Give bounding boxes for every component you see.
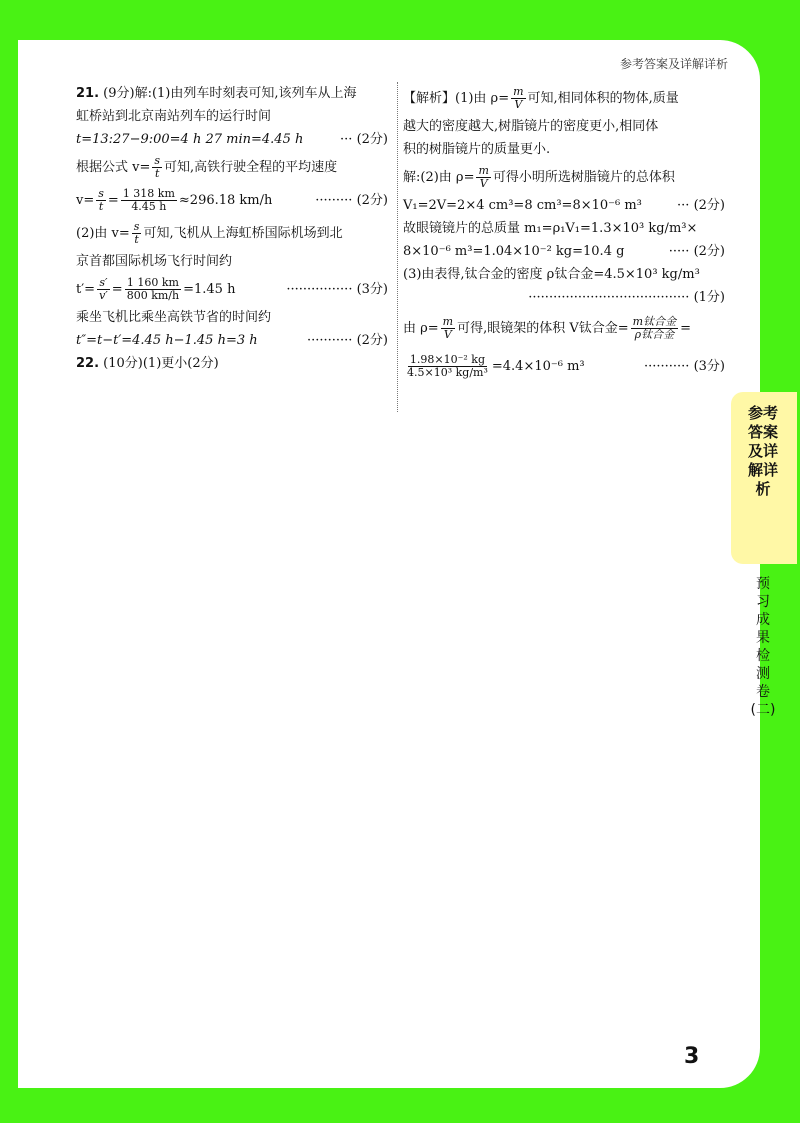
lens-volume-calc: V₁=2V=2×4 cm³=8 cm³=8×10⁻⁶ m³: [403, 198, 642, 213]
q22-number: 22.: [76, 356, 100, 371]
q22-line-1: [76, 352, 388, 375]
q21-formula-text: 可知,高铁行驶全程的平均速度: [164, 160, 338, 175]
side-tab-sub-label: 预习成果检测卷(二): [750, 576, 776, 718]
q21-line-7: 京首都国际机场飞行时间约: [76, 254, 233, 269]
q21-v-label: v=: [76, 193, 95, 208]
equals-sign: =: [107, 193, 119, 208]
q21-text-1: (9分)解:(1)由列车时刻表可知,该列车从上海: [103, 86, 357, 101]
fraction-s-prime-over-v-prime: $\frac{s'}{v'}$: [99, 276, 108, 302]
q21-line-8: [76, 273, 388, 306]
lens-mass-calc: 8×10⁻⁶ m³=1.04×10⁻² kg=10.4 g: [403, 244, 625, 259]
solution-line-6: ······································· (1分): [528, 290, 725, 305]
q21-line-3: [76, 128, 388, 151]
q21-part2-text: 可知,飞机从上海虹桥国际机场到北: [143, 226, 343, 241]
solution-score-1: ··· (2分): [677, 198, 725, 213]
q22-text-1: (10分)(1)更小(2分): [103, 356, 219, 371]
analysis-line-2: 越大的密度越大,树脂镜片的密度更小,相同体: [403, 119, 659, 134]
q21-number: 21.: [76, 86, 100, 101]
q21-line-2: 虹桥站到北京南站列车的运行时间: [76, 109, 272, 124]
fraction-s-over-t: $\frac{s}{t}$: [154, 154, 161, 180]
solution-line-2: [403, 194, 725, 217]
fraction-frame-volume: $\frac{\text{1.98×10⁻² kg}}{\text{4.5×10³ kg/m³}}$: [407, 352, 488, 379]
q21-score-4: ··········· (2分): [306, 333, 388, 348]
solution-line-3: 故眼镜镜片的总质量 m₁=ρ₁V₁=1.3×10³ kg/m³×: [403, 221, 698, 236]
fraction-distance-over-time: $\frac{1 318 km}{4.45 h}$: [122, 187, 175, 213]
q21-score-3: ················ (3分): [286, 282, 388, 297]
q21-line-6: [76, 217, 388, 250]
side-tab-label: 参考答案及详解详析: [748, 404, 779, 498]
column-divider: [397, 82, 398, 412]
solution-line-1: [403, 161, 725, 194]
q21-line-4: [76, 151, 388, 184]
fraction-s-over-t: $\frac{s}{t}$: [98, 187, 104, 213]
fraction-m-over-v: $\frac{m}{V}$: [442, 314, 454, 341]
frame-volume-text: 可得,眼镜架的体积 V钛合金=: [457, 320, 629, 336]
solution-line-8: [403, 347, 725, 385]
analysis-text-1: 可知,相同体积的物体,质量: [527, 91, 679, 106]
solution-line-5: (3)由表得,钛合金的密度 ρ钛合金=4.5×10³ kg/m³: [403, 267, 700, 282]
right-column: [403, 82, 725, 385]
page-number: 3: [684, 1044, 700, 1069]
solution-score-2: ····· (2分): [668, 244, 725, 259]
analysis-line-3: 积的树脂镜片的质量更小.: [403, 142, 551, 157]
equals-sign: =: [111, 282, 123, 297]
q21-line-9: 乘坐飞机比乘坐高铁节省的时间约: [76, 310, 272, 325]
q21-score-2: ········· (2分): [315, 193, 388, 208]
solution-lead: 解:(2)由 ρ=: [403, 170, 475, 185]
equals-sign: =: [680, 320, 691, 336]
analysis-line-1: [403, 82, 725, 115]
q21-speed-result: ≈296.18 km/h: [178, 193, 273, 208]
solution-line-4: [403, 240, 725, 263]
solution-line-7: [403, 309, 725, 347]
fraction-flight: $\frac{1 160 km}{800 km/h}$: [126, 276, 180, 302]
q21-score-1: ··· (2分): [340, 132, 388, 147]
frame-volume-result: =4.4×10⁻⁶ m³: [491, 358, 585, 374]
q21-line-5: [76, 184, 388, 217]
frame-volume-lead: 由 ρ=: [403, 320, 439, 336]
q21-part2-lead: (2)由 v=: [76, 226, 130, 241]
q21-time-calc: t=13:27−9:00=4 h 27 min=4.45 h: [76, 132, 304, 147]
q21-line-10: [76, 329, 388, 352]
fraction-m-over-v: $\frac{m}{V}$: [513, 85, 524, 111]
q21-flight-time: =1.45 h: [183, 282, 236, 297]
fraction-m-over-v: $\frac{m}{V}$: [478, 164, 489, 190]
fraction-s-over-t: $\frac{s}{t}$: [133, 220, 140, 246]
analysis-lead: 【解析】(1)由 ρ=: [403, 91, 510, 106]
q21-t-prime-label: t′=: [76, 282, 96, 297]
q21-saved-time: t″=t−t′=4.45 h−1.45 h=3 h: [76, 333, 258, 348]
left-column: [76, 82, 388, 375]
solution-text-1: 可得小明所选树脂镜片的总体积: [492, 170, 675, 185]
page-header: 参考答案及详解详析: [619, 57, 728, 71]
q21-line-1: [76, 82, 388, 105]
fraction-mass-over-density: $\frac{\text{m钛合金}}{\text{ρ钛合金}}$: [632, 314, 677, 341]
q21-formula-lead: 根据公式 v=: [76, 160, 151, 175]
solution-score-4: ··········· (3分): [643, 358, 725, 374]
